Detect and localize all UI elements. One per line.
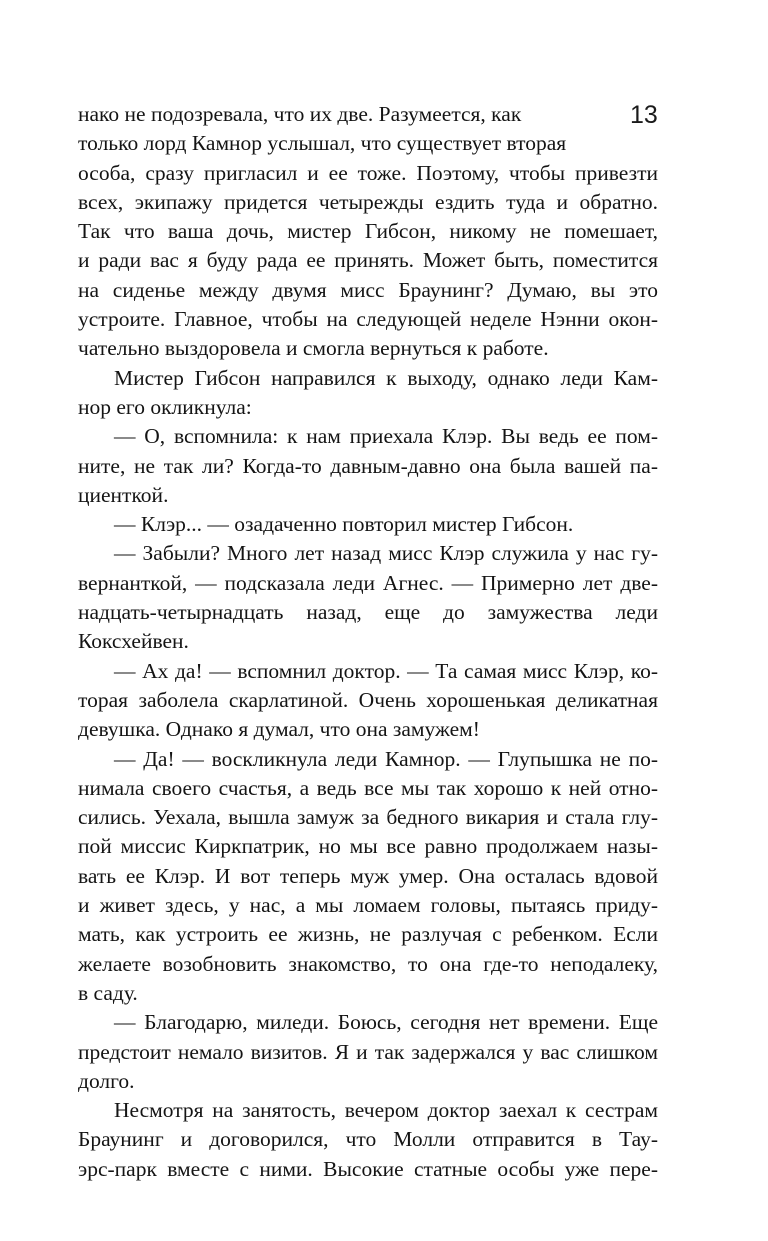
text-line: Коксхейвен. xyxy=(78,629,189,654)
text-line: — Благодарю, миледи. Боюсь, сегодня нет времени. Еще xyxy=(114,1010,658,1035)
text-line: — О, вспомнила: к нам приехала Клэр. Вы ведь ее пом- xyxy=(114,424,658,449)
body-text xyxy=(78,100,658,1184)
text-line: эрс-парк вместе с ними. Высокие статные особы уже пере- xyxy=(78,1156,658,1181)
text-line: — Да! — воскликнула леди Камнор. — Глупышка не по- xyxy=(114,746,658,771)
text-line: нимала своего счастья, а ведь все мы так хорошо к ней отно- xyxy=(78,775,658,800)
text-line: мать, как устроить ее жизнь, не разлучая с ребенком. Если xyxy=(78,922,658,947)
text-line: в саду. xyxy=(78,980,138,1005)
text-line: нако не подозревала, что их две. Разумеется, как xyxy=(78,102,522,126)
text-line: пой миссис Киркпатрик, но мы все равно продолжаем назы- xyxy=(78,834,658,859)
text-line: — Ах да! — вспомнил доктор. — Та самая мисс Клэр, ко- xyxy=(114,658,658,683)
text-line: ните, не так ли? Когда-то давным-давно она была вашей па- xyxy=(78,453,658,478)
text-line: надцать-четырнадцать назад, еще до замужества леди xyxy=(78,600,658,625)
text-line: только лорд Камнор услышал, что существует вторая xyxy=(78,131,567,156)
text-line: на сиденье между двумя мисс Браунинг? Думаю, вы это xyxy=(78,277,658,302)
text-line: Мистер Гибсон направился к выходу, однако леди Кам- xyxy=(114,365,658,390)
text-line: Браунинг и договорился, что Молли отправится в Тау- xyxy=(78,1127,658,1152)
text-line: — Забыли? Много лет назад мисс Клэр служила у нас гу- xyxy=(114,541,658,566)
text-line: особа, сразу пригласил и ее тоже. Поэтому, чтобы привезти xyxy=(78,160,658,185)
text-line: девушка. Однако я думал, что она замужем! xyxy=(78,717,480,742)
text-line: вернанткой, — подсказала леди Агнес. — Примерно лет две- xyxy=(78,570,658,595)
text-line: торая заболела скарлатиной. Очень хорошенькая деликатная xyxy=(78,687,658,712)
text-line: — Клэр... — озадаченно повторил мистер Гибсон. xyxy=(114,512,574,537)
text-line: нор его окликнула: xyxy=(78,394,252,419)
text-line: и ради вас я буду рада ее принять. Может быть, поместится xyxy=(78,248,658,273)
text-line: всех, экипажу придется четырежды ездить туда и обратно. xyxy=(78,189,658,214)
text-line: циенткой. xyxy=(78,482,169,507)
text-line: и живет здесь, у нас, а мы ломаем головы, пытаясь приду- xyxy=(78,893,658,918)
text-line: устроите. Главное, чтобы на следующей неделе Нэнни окон- xyxy=(78,307,658,332)
text-line: Несмотря на занятость, вечером доктор заехал к сестрам xyxy=(114,1098,658,1123)
text-line: Так что ваша дочь, мистер Гибсон, никому не помешает, xyxy=(78,219,658,244)
page-number: 13 xyxy=(630,101,658,129)
text-line: желаете возобновить знакомство, то она где-то неподалеку, xyxy=(78,951,658,976)
text-line: вать ее Клэр. И вот теперь муж умер. Она осталась вдовой xyxy=(78,863,658,888)
text-line: предстоит немало визитов. Я и так задержался у вас слишком xyxy=(78,1039,658,1064)
text-line: долго. xyxy=(78,1068,135,1093)
text-line: сились. Уехала, вышла замуж за бедного викария и стала глу- xyxy=(78,805,658,830)
text-line: чательно выздоровела и смогла вернуться к работе. xyxy=(78,336,549,361)
